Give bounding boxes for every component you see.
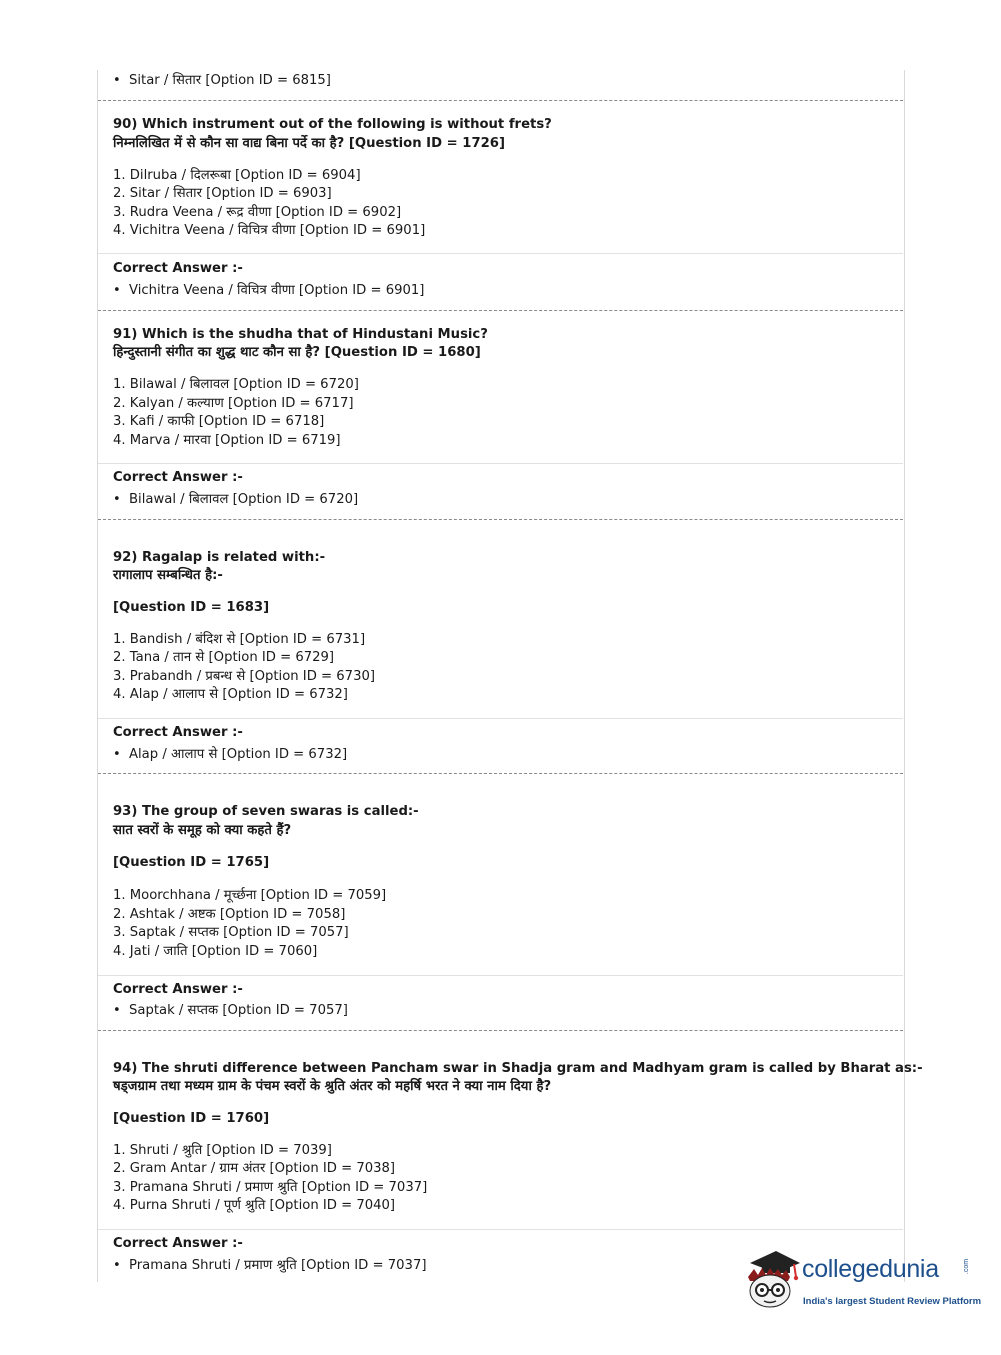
divider: [98, 773, 903, 774]
option-1: 1. Dilruba / दिलरूबा [Option ID = 6904]: [113, 168, 361, 183]
option-3: 3. Rudra Veena / रूद्र वीणा [Option ID = 6902]: [113, 205, 402, 220]
divider: [98, 718, 903, 719]
correct-answer: Alap / आलाप से [Option ID = 6732]: [129, 747, 348, 762]
question-text-hi: सात स्वरों के समूह को क्या कहते हैं?: [113, 823, 292, 838]
question-text-en: 90) Which instrument out of the following is without frets?: [113, 117, 552, 132]
correct-answer: Pramana Shruti / प्रमाण श्रुति [Option ID = 7037]: [129, 1258, 427, 1273]
option-2: 2. Ashtak / अष्टक [Option ID = 7058]: [113, 907, 346, 922]
question-text-hi: निम्नलिखित में से कौन सा वाद्य बिना पर्दे का है? [Question ID = 1726]: [113, 136, 506, 151]
divider: [98, 310, 903, 311]
option-3: 3. Prabandh / प्रबन्ध से [Option ID = 6730]: [113, 669, 375, 684]
option-3: 3. Kafi / काफी [Option ID = 6718]: [113, 414, 325, 429]
question-text-hi: हिन्दुस्तानी संगीत का शुद्ध थाट कौन सा है? [Question ID = 1680]: [113, 345, 481, 360]
option-2: 2. Tana / तान से [Option ID = 6729]: [113, 650, 335, 665]
logo-dotcom: .com: [963, 1258, 971, 1275]
question-id: [Question ID = 1765]: [113, 855, 270, 870]
option-4: 4. Purna Shruti / पूर्ण श्रुति [Option ID = 7040]: [113, 1198, 396, 1213]
bullet: •: [113, 1258, 121, 1273]
bullet: •: [113, 1003, 121, 1018]
divider: [98, 253, 903, 254]
question-text-hi: षड्जग्राम तथा मध्यम ग्राम के पंचम स्वरों के श्रुति अंतर को महर्षि भरत ने क्या नाम दिया है?: [113, 1079, 552, 1094]
correct-answer: Saptak / सप्तक [Option ID = 7057]: [129, 1003, 348, 1018]
correct-answer: Vichitra Veena / विचित्र वीणा [Option ID = 6901]: [129, 283, 425, 298]
collegedunia-logo: [742, 1247, 982, 1317]
bullet: •: [113, 73, 121, 88]
logo-tagline: India's largest Student Review Platform: [803, 1296, 982, 1307]
option-3: 3. Pramana Shruti / प्रमाण श्रुति [Option ID = 7037]: [113, 1180, 428, 1195]
correct-answer-label: Correct Answer :-: [113, 470, 243, 485]
mascot-icon: [742, 1247, 804, 1309]
question-text-en: 91) Which is the shudha that of Hindustani Music?: [113, 327, 488, 342]
divider: [98, 975, 903, 976]
question-text-en: 94) The shruti difference between Pancham swar in Shadja gram and Madhyam gram is called by Bharat as:-: [113, 1061, 923, 1076]
correct-answer-label: Correct Answer :-: [113, 261, 243, 276]
divider: [98, 100, 903, 101]
correct-answer-label: Correct Answer :-: [113, 725, 243, 740]
option-2: 2. Kalyan / कल्याण [Option ID = 6717]: [113, 396, 354, 411]
question-id: [Question ID = 1760]: [113, 1111, 270, 1126]
divider: [98, 463, 903, 464]
correct-answer: Bilawal / बिलावल [Option ID = 6720]: [129, 492, 359, 507]
question-text-hi: रागालाप सम्बन्धित है:-: [113, 568, 223, 583]
logo-wordmark: collegedunia: [802, 1255, 939, 1283]
question-text-en: 93) The group of seven swaras is called:-: [113, 804, 419, 819]
question-id: [Question ID = 1683]: [113, 600, 270, 615]
option-4: 4. Marva / मारवा [Option ID = 6719]: [113, 433, 341, 448]
option-3: 3. Saptak / सप्तक [Option ID = 7057]: [113, 925, 349, 940]
option-2: 2. Sitar / सितार [Option ID = 6903]: [113, 186, 332, 201]
option-2: 2. Gram Antar / ग्राम अंतर [Option ID = 7038]: [113, 1161, 396, 1176]
option-1: 1. Shruti / श्रुति [Option ID = 7039]: [113, 1143, 332, 1158]
option-1: 1. Bilawal / बिलावल [Option ID = 6720]: [113, 377, 359, 392]
option-1: 1. Bandish / बंदिश से [Option ID = 6731]: [113, 632, 366, 647]
option-4: 4. Vichitra Veena / विचित्र वीणा [Option ID = 6901]: [113, 223, 426, 238]
option-1: 1. Moorchhana / मूर्च्छना [Option ID = 7059]: [113, 888, 387, 903]
answer-text: Sitar / सितार [Option ID = 6815]: [129, 73, 331, 88]
correct-answer-label: Correct Answer :-: [113, 1236, 243, 1251]
bullet: •: [113, 492, 121, 507]
correct-answer-label: Correct Answer :-: [113, 982, 243, 997]
option-4: 4. Jati / जाति [Option ID = 7060]: [113, 944, 318, 959]
bullet: •: [113, 283, 121, 298]
bullet: •: [113, 747, 121, 762]
divider: [98, 519, 903, 520]
question-text-en: 92) Ragalap is related with:-: [113, 550, 326, 565]
divider: [98, 1229, 903, 1230]
option-4: 4. Alap / आलाप से [Option ID = 6732]: [113, 687, 348, 702]
divider: [98, 1030, 903, 1031]
